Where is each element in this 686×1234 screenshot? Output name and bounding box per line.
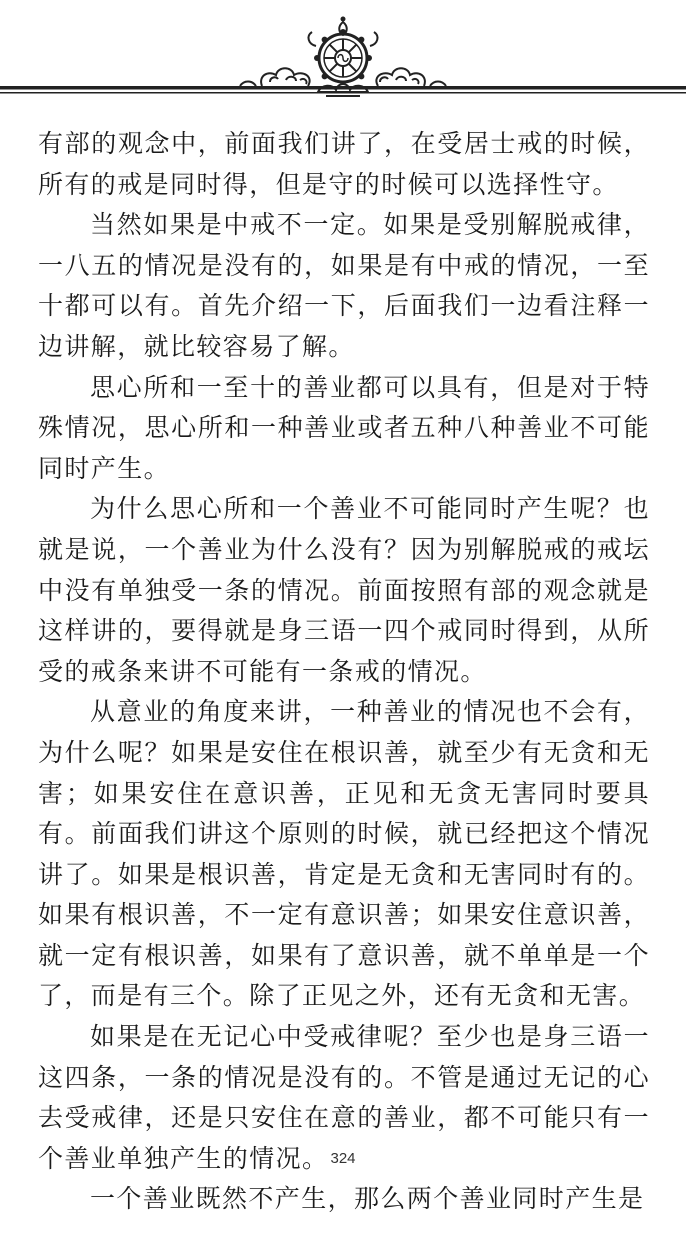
paragraph-6: 如果是在无记心中受戒律呢？至少也是身三语一这四条，一条的情况是没有的。不管是通过无记的心去受戒律，还是只安住在意的善业，都不可能只有一个善业单独产生的情况。 (38, 1022, 650, 1173)
paragraph-5: 从意业的角度来讲，一种善业的情况也不会有，为什么呢？如果是安住在根识善，就至少有无贪和无害；如果安住在意识善，正见和无贪无害同时要具有。前面我们讲这个原则的时候，就已经把这个情况讲了。如果是根识善，肯定是无贪和无害同时有的。如果有根识善，不一定有意识善；如果安住意识善，就一定有根识善，如果有了意识善，就不单单是一个了，而是有三个。除了正见之外，还有无贪和无害。 (38, 697, 650, 1011)
paragraph-4: 为什么思心所和一个善业不可能同时产生呢？也就是说，一个善业为什么没有？因为别解脱戒的戒坛中没有单独受一条的情况。前面按照有部的观念就是这样讲的，要得就是身三语一四个戒同时得到，从所受的戒条来讲不可能有一条戒的情况。 (38, 494, 650, 686)
page-header (0, 0, 686, 110)
lotus-base-icon (318, 84, 368, 96)
left-cloud-icon (240, 68, 310, 86)
dharma-wheel-icon (309, 17, 378, 83)
body-text (38, 124, 650, 1220)
paragraph-3: 思心所和一至十的善业都可以具有，但是对于特殊情况，思心所和一种善业或者五种八种善业不可能同时产生。 (38, 372, 650, 483)
paragraph-1: 有部的观念中，前面我们讲了，在受居士戒的时候，所有的戒是同时得，但是守的时候可以选择性守。 (38, 129, 650, 199)
header-ornament (0, 0, 686, 110)
right-cloud-icon (376, 68, 446, 86)
page-number: 324 (330, 1150, 356, 1167)
paragraph-7: 一个善业既然不产生，那么两个善业同时产生是 (90, 1184, 645, 1214)
paragraph-2: 当然如果是中戒不一定。如果是受别解脱戒律，一八五的情况是没有的，如果是有中戒的情况，一至十都可以有。首先介绍一下，后面我们一边看注释一边讲解，就比较容易了解。 (38, 210, 650, 361)
